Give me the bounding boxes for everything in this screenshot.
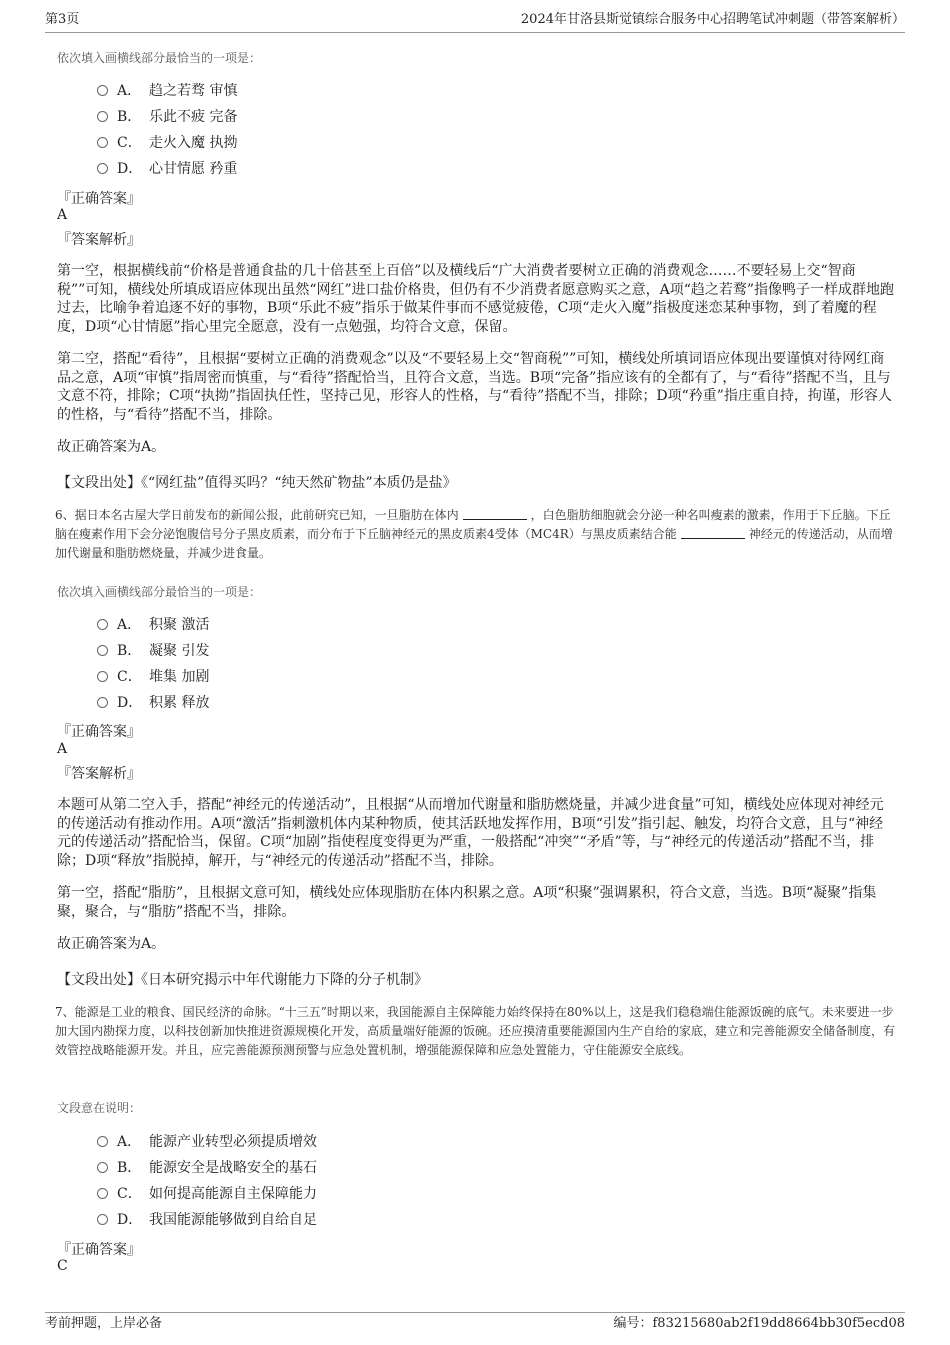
q5-option-a[interactable]: A． 趋之若骛 审慎 (97, 80, 237, 102)
q6-question: 6、据日本名古屋大学日前发布的新闻公报，此前研究已知，一旦脂肪在体内 ，白色脂肪细胞就会分泌一种名叫瘦素的激素，作用于下丘脑。下丘脑在瘦素作用下会分泌饱腹信号分子黑皮质素，而分布于下丘脑神经元的黑皮质素4受体（MC4R）与黑皮质素结合能 神经元的传递活动，从而增加代谢量和脂肪燃烧量，并减少进食量。 (55, 508, 893, 560)
radio-icon[interactable] (97, 1214, 108, 1225)
q5-option-b[interactable]: B． 乐此不疲 完备 (97, 106, 237, 128)
q5-analysis-paragraph-2: 第二空，搭配“看待”，且根据“要树立正确的消费观念”以及“不要轻易上交“智商税””可知，横线处所填词语应体现出要谨慎对待网红商品之意，A项“审慎”指周密而慎重，与“看待”搭配恰当，且符合文意，当选。B项“完备”指应该有的全都有了，与“看待”搭配不当，且与文意不符，排除；C项“执拗”指固执任性，坚持己见，形容人的性格，与“看待”搭配不当，排除；D项“矜重”指庄重自持，拘谨，形容人的性格，与“看待”搭配不当，排除。 (57, 351, 892, 423)
radio-icon[interactable] (97, 85, 108, 96)
q7-option-d[interactable]: D． 我国能源能够做到自给自足 (97, 1209, 317, 1231)
q7-answer: C (57, 1258, 68, 1274)
q7-prompt: 文段意在说明： (57, 1101, 142, 1115)
document-title: 2024年甘洛县斯觉镇综合服务中心招聘笔试冲刺题（带答案解析） (520, 12, 905, 27)
fill-blank (463, 507, 527, 520)
q7-option-c[interactable]: C． 如何提高能源自主保障能力 (97, 1183, 317, 1205)
q5-option-d[interactable]: D． 心甘情愿 矜重 (97, 158, 237, 180)
q6-option-d[interactable]: D． 积累 释放 (97, 692, 209, 714)
footer-slogan: 考前押题，上岸必备 (45, 1316, 163, 1331)
radio-icon[interactable] (97, 163, 108, 174)
q6-source: 【文段出处】《日本研究揭示中年代谢能力下降的分子机制》 (57, 972, 428, 988)
radio-icon[interactable] (97, 137, 108, 148)
q7-option-a[interactable]: A． 能源产业转型必须提质增效 (97, 1131, 317, 1153)
page-footer (45, 1312, 905, 1335)
q6-prompt: 依次填入画横线部分最恰当的一项是： (57, 585, 262, 599)
document-serial: 编号：f83215680ab2f19dd8664bb30f5ecd08 (613, 1316, 905, 1331)
q5-answer-label: 『正确答案』 (57, 191, 141, 207)
fill-blank (681, 526, 745, 539)
q6-analysis-label: 『答案解析』 (57, 766, 141, 782)
q5-answer: A (57, 207, 68, 223)
radio-icon[interactable] (97, 1136, 108, 1147)
q7-question: 7、能源是工业的粮食、国民经济的命脉。“十三五”时期以来，我国能源自主保障能力始终保持在80%以上，这是我们稳稳端住能源饭碗的底气。未来要进一步加大国内勘探力度，以科技创新加快推进资源规模化开发，高质量端好能源的饭碗。还应摸清重要能源国内生产自给的家底，建立和完善能源安全储备制度，有效管控战略能源开发。并且，应完善能源预测预警与应急处置机制，增强能源保障和应急处置能力，守住能源安全底线。 (55, 1005, 896, 1057)
q6-option-b[interactable]: B． 凝聚 引发 (97, 640, 209, 662)
q5-option-c[interactable]: C． 走火入魔 执拗 (97, 132, 237, 154)
radio-icon[interactable] (97, 111, 108, 122)
q5-prompt: 依次填入画横线部分最恰当的一项是： (57, 51, 262, 65)
radio-icon[interactable] (97, 671, 108, 682)
radio-icon[interactable] (97, 1188, 108, 1199)
q7-answer-label: 『正确答案』 (57, 1242, 141, 1258)
radio-icon[interactable] (97, 697, 108, 708)
q6-analysis-paragraph-2: 第一空，搭配“脂肪”，且根据文意可知，横线处应体现脂肪在体内积累之意。A项“积聚”强调累积，符合文意，当选。B项“凝聚”指集聚，聚合，与“脂肪”搭配不当，排除。 (57, 885, 877, 920)
radio-icon[interactable] (97, 645, 108, 656)
page-number: 第3页 (45, 12, 80, 27)
radio-icon[interactable] (97, 1162, 108, 1173)
radio-icon[interactable] (97, 619, 108, 630)
q5-analysis-paragraph-1: 第一空，根据横线前“价格是普通食盐的几十倍甚至上百倍”以及横线后“广大消费者要树立正确的消费观念……不要轻易上交“智商税””可知，横线处所填成语应体现出虽然“网红”进口盐价格贵，但仍有不少消费者愿意购买之意，A项“趋之若鹜”指像鸭子一样成群地跑过去，比喻争着追逐不好的事物，B项“乐此不疲”指乐于做某件事而不感觉疲倦，C项“走火入魔”指极度迷恋某种事物，到了着魔的程度，D项“心甘情愿”指心里完全愿意，没有一点勉强，均符合文意，保留。 (57, 263, 895, 335)
q6-option-a[interactable]: A． 积聚 激活 (97, 614, 209, 636)
q5-analysis-label: 『答案解析』 (57, 232, 141, 248)
q6-analysis-paragraph-1: 本题可从第二空入手，搭配“神经元的传递活动”，且根据“从而增加代谢量和脂肪燃烧量，并减少进食量”可知，横线处应体现对神经元的传递活动有推动作用。A项“激活”指刺激机体内某种物质，使其活跃地发挥作用，B项“引发”指引起、触发，均符合文意，且与“神经元的传递活动”搭配恰当，保留。C项“加剧”指使程度变得更为严重，一般搭配“冲突”“矛盾”等，与“神经元的传递活动”搭配不当，排除；D项“释放”指脱掉，解开，与“神经元的传递活动”搭配不当，排除。 (57, 797, 884, 869)
q5-source: 【文段出处】《“网红盐”值得买吗？“纯天然矿物盐”本质仍是盐》 (57, 475, 457, 491)
q6-option-c[interactable]: C． 堆集 加剧 (97, 666, 209, 688)
q6-analysis-conclusion: 故正确答案为A。 (57, 936, 166, 952)
q5-analysis-conclusion: 故正确答案为A。 (57, 439, 166, 455)
q7-option-b[interactable]: B． 能源安全是战略安全的基石 (97, 1157, 317, 1179)
q6-answer: A (57, 741, 68, 757)
q6-answer-label: 『正确答案』 (57, 724, 141, 740)
page-header (45, 10, 905, 33)
